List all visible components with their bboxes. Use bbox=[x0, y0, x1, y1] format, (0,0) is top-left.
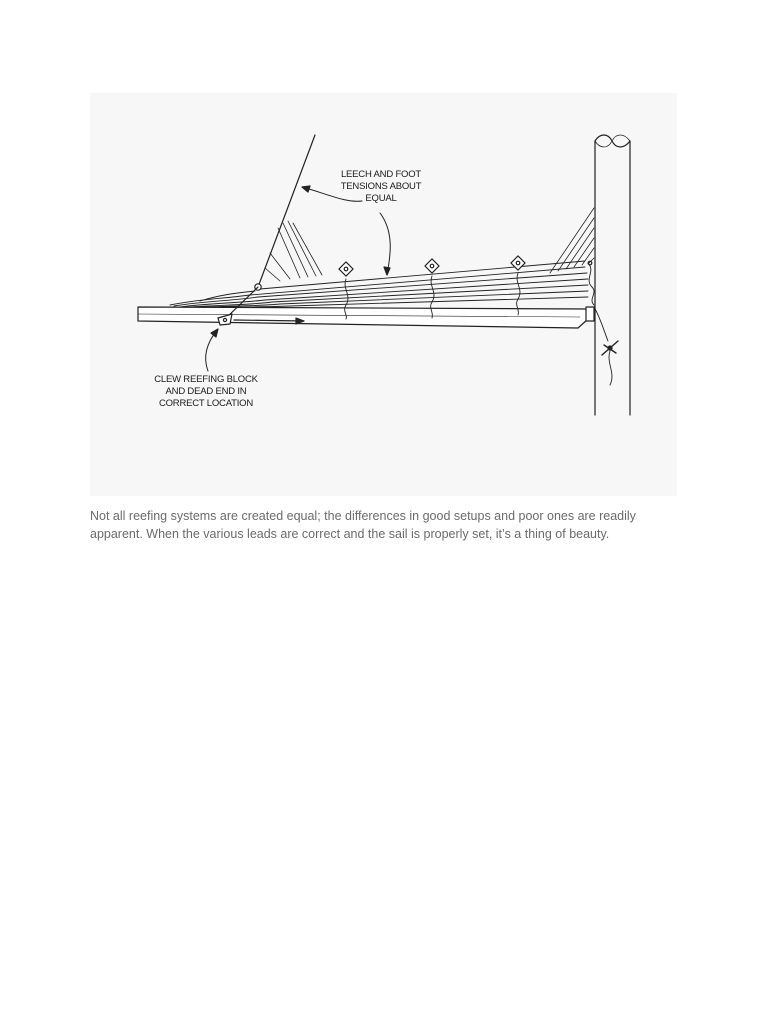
leech-foot-callout-line-3: EQUAL bbox=[365, 193, 397, 204]
figure-caption: Not all reefing systems are created equal; the differences in good setups and poor ones are readily apparent. When the various leads are correct and the sail is properly set, it’s a thing of beauty. bbox=[90, 509, 636, 541]
clew-block-callout bbox=[146, 374, 266, 410]
leech-hatching bbox=[265, 221, 322, 281]
foot-callout-leader bbox=[380, 213, 390, 275]
reefed-sail-folds bbox=[170, 261, 588, 307]
mast bbox=[595, 135, 630, 415]
sail-leech bbox=[258, 135, 315, 287]
reefing-diagram-drawing bbox=[90, 93, 677, 496]
mast-cleat bbox=[594, 307, 618, 385]
clew-block-callout-line-1: CLEW REEFING BLOCK bbox=[154, 374, 258, 385]
clew-block-callout-line-2: AND DEAD END IN bbox=[165, 386, 247, 397]
leech-foot-callout-line-1: LEECH AND FOOT bbox=[340, 169, 422, 180]
clew-block-callout-line-3: CORRECT LOCATION bbox=[158, 398, 254, 409]
boom bbox=[138, 307, 588, 328]
reefing-diagram bbox=[90, 93, 677, 496]
leech-foot-callout bbox=[326, 169, 436, 205]
leech-foot-callout-line-2: TENSIONS ABOUT bbox=[340, 181, 422, 192]
